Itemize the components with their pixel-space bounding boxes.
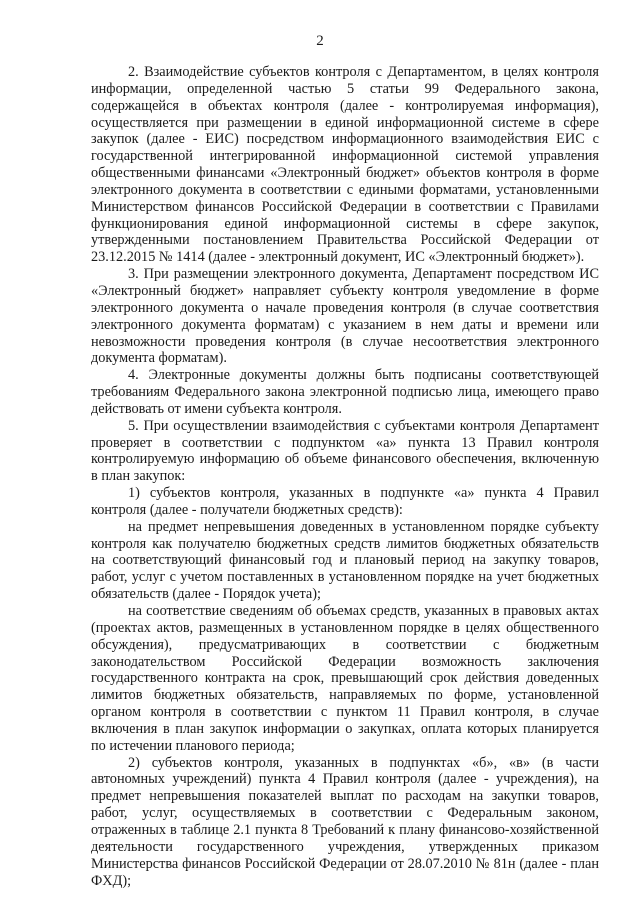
- document-body: [91, 64, 599, 889]
- paragraph-subitem-2: 2) субъектов контроля, указанных в подпунктах «б», «в» (в части автономных учреждений) пункта 4 Правил контроля (далее - учреждения), на предмет непревышения показателей выплат по расходам на закупки товаров, работ, услуг, осуществляемых в соответствии с Федеральным законом, отраженных в таблице 2.1 пункта 8 Требований к плану финансово-хозяйственной деятельности государственного учреждения, утвержденных приказом Министерства финансов Российской Федерации от 28.07.2010 № 81н (далее - план ФХД);: [91, 754, 599, 889]
- paragraph-check-limits: на предмет непревышения доведенных в установленном порядке субъекту контроля как получателю бюджетных средств лимитов бюджетных обязательств на соответствующий финансовый год и плановый период на закупку товаров, работ, услуг с учетом поставленных в установленном порядке на учет бюджетных обязательств (далее - Порядок учета);: [91, 518, 599, 603]
- page-number: 2: [316, 33, 324, 49]
- paragraph-item-5: 5. При осуществлении взаимодействия с субъектами контроля Департамент проверяет в соответствии с подпунктом «а» пункта 13 Правил контроля контролируемую информацию об объеме финансового обеспечения, включенную в план закупок:: [91, 417, 599, 485]
- paragraph-item-4: 4. Электронные документы должны быть подписаны соответствующей требованиям Федерального закона электронной подписью лица, имеющего право действовать от имени субъекта контроля.: [91, 367, 599, 417]
- paragraph-item-3: 3. При размещении электронного документа, Департамент посредством ИС «Электронный бюджет» направляет субъекту контроля уведомление в форме электронного документа о начале проведения контроля (в случае соответствия электронного документа форматам) с указанием в нем даты и времени или невозможности проведения контроля (в случае несоответствия электронного документа форматам).: [91, 266, 599, 367]
- paragraph-check-legal-acts: на соответствие сведениям об объемах средств, указанных в правовых актах (проектах актов, размещенных в установленном порядке в целях общественного обсуждения), предусматривающих в соответствии с бюджетным законодательством Российской Федерации возможность заключения государственного контракта на срок, превышающий срок действия доведенных лимитов бюджетных обязательств, направляемых по форме, установленной органом контроля в соответствии с пунктом 11 Правил контроля, в случае включения в план закупок информации о закупках, оплата которых планируется по истечении планового периода;: [91, 603, 599, 754]
- paragraph-item-2: 2. Взаимодействие субъектов контроля с Департаментом, в целях контроля информации, определенной частью 5 статьи 99 Федерального закона, содержащейся в объектах контроля (далее - контролируемая информация), осуществляется при размещении в единой информационной системе в сфере закупок (далее - ЕИС) посредством информационного взаимодействия ЕИС с государственной интегрированной информационной системой управления общественными финансами «Электронный бюджет» объектов контроля в форме электронного документа в соответствии с едиными форматами, установленными Министерством финансов Российской Федерации в соответствии с Правилами функционирования единой информационной системы в сфере закупок, утвержденными постановлением Правительства Российской Федерации от 23.12.2015 № 1414 (далее - электронный документ, ИС «Электронный бюджет»).: [91, 64, 599, 266]
- paragraph-subitem-1: 1) субъектов контроля, указанных в подпункте «а» пункта 4 Правил контроля (далее - получатели бюджетных средств):: [91, 485, 599, 518]
